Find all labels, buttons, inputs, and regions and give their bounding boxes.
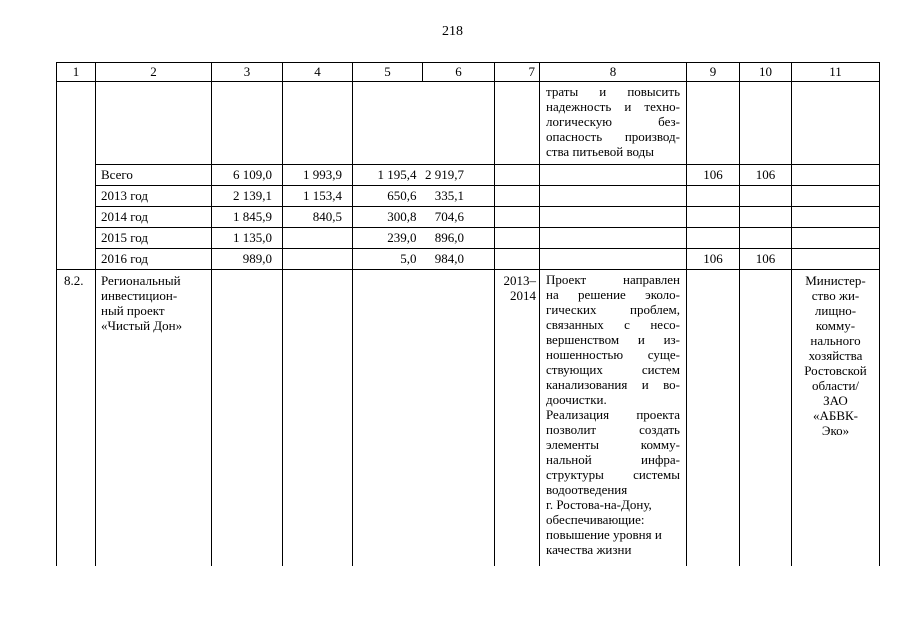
cell [540,228,687,249]
row-label: 2013 год [96,186,212,207]
project-description-cell [540,270,687,567]
project-index: 8.2. [64,273,84,288]
desc-line: позволит создать [546,422,680,437]
value-cell [740,186,792,207]
value-cell: 1 135,0 [212,228,283,249]
executor-line: ЗАО [823,393,848,408]
year-row [57,228,880,249]
value-cell [740,228,792,249]
cell [792,165,880,186]
value-cell [283,249,353,270]
project-name [96,270,211,333]
value-cell: 5,0 [353,249,423,270]
desc-line: обеспечивающие: [546,512,645,527]
project-name-cell [96,270,212,567]
project-executor [792,270,879,438]
cell [353,82,423,165]
budget-table [56,62,880,566]
continued-description-cell [540,82,687,165]
value-cell: 239,0 [353,228,423,249]
value-cell: 106 [740,249,792,270]
executor-line: хозяйства [808,348,863,363]
cell [96,82,212,165]
value-cell: 335,1 [423,186,495,207]
project-name-line: ный проект [101,303,165,318]
desc-line: качества жизни [546,542,632,557]
value-cell: 106 [740,165,792,186]
header-cell-7 [495,63,540,82]
desc-line: гических проблем, [546,302,680,317]
total-row [57,165,880,186]
desc-line: траты и повысить [546,84,680,99]
year-row [57,207,880,228]
value-cell: 1 195,4 [353,165,423,186]
value-cell: 2 139,1 [212,186,283,207]
cell [792,82,880,165]
desc-line: надежность и техно- [546,99,680,114]
executor-line: нального [810,333,861,348]
project-years-start: 2013– [503,273,536,288]
cell [740,82,792,165]
project-index-cell [57,270,96,567]
cell [283,82,353,165]
desc-line: структуры системы [546,467,680,482]
value-cell: 704,6 [423,207,495,228]
desc-line: ствующих систем [546,362,680,377]
value-cell: 1 845,9 [212,207,283,228]
project-name-line: инвестицион- [101,288,178,303]
executor-line: Министер- [805,273,866,288]
cell [540,249,687,270]
cell [687,270,740,567]
value-cell: 2 919,7 [423,165,495,186]
value-cell: 106 [687,165,740,186]
cell [495,82,540,165]
executor-line: Ростовской [804,363,867,378]
desc-line: нальной инфра- [546,452,680,467]
header-cell-9: 9 [687,63,740,82]
desc-line: ства питьевой воды [546,144,655,159]
cell [423,270,495,567]
header-cell-3: 3 [212,63,283,82]
header-cell-4: 4 [283,63,353,82]
project-row [57,270,880,567]
cell [495,186,540,207]
cell [495,207,540,228]
value-cell: 984,0 [423,249,495,270]
executor-line: лищно- [814,303,857,318]
project-name-line: Региональный [101,273,181,288]
cell [792,228,880,249]
desc-line: г. Ростова-на-Дону, [546,497,652,512]
cell [792,186,880,207]
value-cell: 989,0 [212,249,283,270]
cell [540,186,687,207]
continuation-row [57,82,880,165]
executor-line: области/ [811,378,860,393]
value-cell [687,228,740,249]
header-cell-7-label: 7 [528,64,535,79]
page-number: 218 [442,24,463,39]
continued-description [540,82,686,159]
empty-index-cell [57,82,96,270]
header-cell-11: 11 [792,63,880,82]
desc-line: опасность производ- [546,129,680,144]
desc-line: повышение уровня и [546,527,662,542]
value-cell: 1 993,9 [283,165,353,186]
row-label: Всего [96,165,212,186]
value-cell [283,228,353,249]
desc-line: элементы комму- [546,437,680,452]
value-cell: 300,8 [353,207,423,228]
value-cell: 6 109,0 [212,165,283,186]
header-cell-1: 1 [57,63,96,82]
project-description [540,270,686,557]
row-label: 2015 год [96,228,212,249]
executor-line: «АБВК- [812,408,859,423]
cell [540,207,687,228]
project-years-end: 2014 [510,288,536,303]
executor-line: ство жи- [811,288,860,303]
desc-line: доочистки. [546,392,607,407]
value-cell: 106 [687,249,740,270]
cell [740,270,792,567]
cell [792,207,880,228]
desc-line: ношенностью суще- [546,347,680,362]
desc-line: связанных с несо- [546,317,680,332]
value-cell [687,186,740,207]
year-row [57,249,880,270]
value-cell [740,207,792,228]
cell [495,165,540,186]
desc-line: логическую без- [546,114,680,129]
desc-line: вершенством и из- [546,332,680,347]
cell [212,82,283,165]
cell [687,82,740,165]
value-cell: 840,5 [283,207,353,228]
desc-line: на решение эколо- [546,287,680,302]
cell [212,270,283,567]
project-name-line: «Чистый Дон» [101,318,183,333]
executor-line: Эко» [821,423,850,438]
header-row [57,63,880,82]
desc-line: Реализация проекта [546,407,680,422]
value-cell: 650,6 [353,186,423,207]
desc-line: Проект направлен [546,272,680,287]
cell [495,249,540,270]
header-cell-8: 8 [540,63,687,82]
desc-line: водоотведения [546,482,628,497]
cell [495,228,540,249]
header-cell-2: 2 [96,63,212,82]
header-cell-10: 10 [740,63,792,82]
cell [540,165,687,186]
cell [792,249,880,270]
year-row [57,186,880,207]
row-label: 2016 год [96,249,212,270]
value-cell: 1 153,4 [283,186,353,207]
cell [283,270,353,567]
cell [423,82,495,165]
project-years-cell [495,270,540,567]
project-executor-cell [792,270,880,567]
row-label: 2014 год [96,207,212,228]
value-cell: 896,0 [423,228,495,249]
header-cell-6: 6 [423,63,495,82]
executor-line: комму- [815,318,856,333]
desc-line: канализования и во- [546,377,680,392]
cell [353,270,423,567]
value-cell [687,207,740,228]
header-cell-5: 5 [353,63,423,82]
